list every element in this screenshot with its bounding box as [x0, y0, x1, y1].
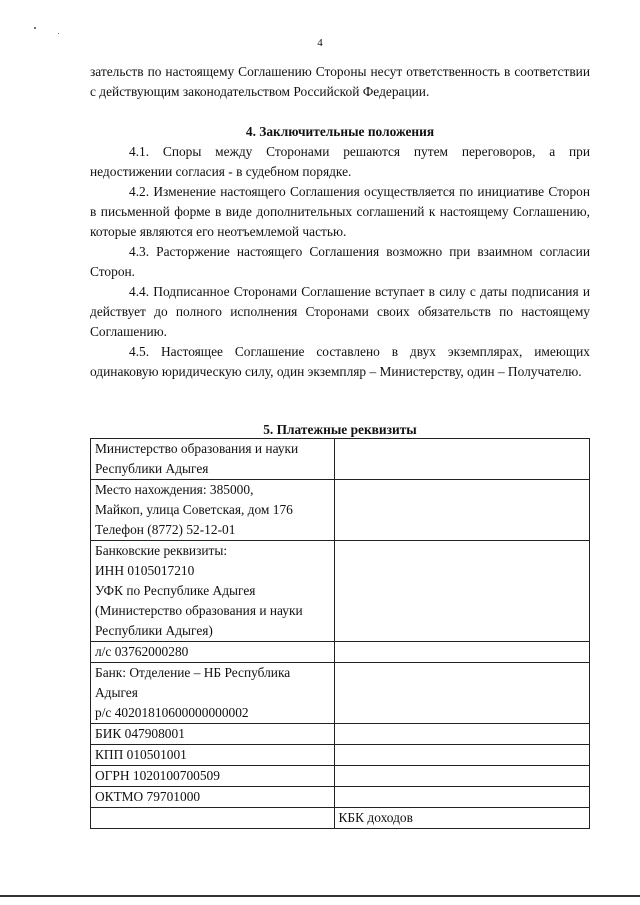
requisite-line: р/с 40201810600000000002: [95, 705, 249, 720]
requisite-cell: [91, 480, 335, 541]
requisite-value-cell: [334, 642, 590, 663]
requisite-line: УФК по Республике Адыгея: [95, 583, 256, 598]
requisite-line: Банковские реквизиты:: [95, 543, 228, 558]
requisite-value-cell: [334, 808, 590, 829]
requisite-value-cell: [334, 541, 590, 642]
requisite-value-cell: [334, 480, 590, 541]
requisite-line: ОКТМО 79701000: [95, 789, 201, 804]
requisite-line: Министерство образования и науки: [95, 441, 299, 456]
section-payment-details-title: [90, 420, 590, 440]
requisite-cell: [91, 766, 335, 787]
requisite-line: ОГРН 1020100700509: [95, 768, 220, 783]
table-row: [91, 724, 590, 745]
requisite-value-cell: [334, 787, 590, 808]
page-bottom-edge: [0, 895, 640, 897]
payment-details-body: [91, 439, 590, 829]
requisite-line: Республики Адыгея): [95, 623, 213, 638]
requisite-line: Место нахождения: 385000,: [95, 482, 254, 497]
clause-4-2: 4.2. Изменение настоящего Соглашения осуществляется по инициативе Сторон в письменной форме в виде дополнительных соглашений к настоящему Соглашению, которые являются его неотъемлемой частью.: [90, 184, 590, 239]
table-row: [91, 642, 590, 663]
page-number: 4: [317, 37, 323, 49]
requisite-line: Адыгея: [95, 685, 138, 700]
requisite-line: Банк: Отделение – НБ Республика: [95, 665, 291, 680]
intro-paragraph: зательств по настоящему Соглашению Стороны несут ответственность в соответствии с действующим законодательством Российской Федерации.: [90, 64, 590, 99]
clause-4-5: 4.5. Настоящее Соглашение составлено в двух экземплярах, имеющих одинаковую юридическую силу, один экземпляр – Министерству, один – Получателю.: [90, 344, 590, 379]
requisite-line: Республики Адыгея: [95, 461, 209, 476]
requisite-line: Телефон (8772) 52-12-01: [95, 522, 236, 537]
requisite-line: КПП 010501001: [95, 747, 187, 762]
requisite-line: (Министерство образования и науки: [95, 603, 303, 618]
section-final-provisions: [90, 122, 590, 382]
requisite-cell: [91, 724, 335, 745]
requisite-line: л/с 03762000280: [95, 644, 189, 659]
table-row: [91, 808, 590, 829]
requisite-cell: [91, 787, 335, 808]
requisite-value-cell: [334, 439, 590, 480]
requisite-value-cell: [334, 724, 590, 745]
requisite-cell: [91, 745, 335, 766]
intro-text: [90, 62, 590, 102]
table-row: [91, 663, 590, 724]
requisite-cell: [91, 439, 335, 480]
requisite-line: ИНН 0105017210: [95, 563, 195, 578]
requisite-cell: [91, 808, 335, 829]
clause-4-4: 4.4. Подписанное Сторонами Соглашение вступает в силу с даты подписания и действует до полного исполнения Сторонами своих обязательств по настоящему Соглашению.: [90, 284, 590, 339]
scan-speck: [34, 27, 36, 29]
table-row: [91, 541, 590, 642]
requisite-cell: [91, 642, 335, 663]
requisite-value-cell: [334, 766, 590, 787]
section-5-heading: 5. Платежные реквизиты: [263, 422, 417, 437]
clause-4-1: 4.1. Споры между Сторонами решаются путем переговоров, а при недостижении согласия - в судебном порядке.: [90, 144, 590, 179]
requisite-cell: [91, 541, 335, 642]
table-row: [91, 766, 590, 787]
table-row: [91, 480, 590, 541]
table-row: [91, 439, 590, 480]
table-row: [91, 745, 590, 766]
payment-details-table: [90, 438, 590, 829]
table-row: [91, 787, 590, 808]
requisite-line: БИК 047908001: [95, 726, 185, 741]
requisite-value-cell: [334, 663, 590, 724]
requisite-value-cell: [334, 745, 590, 766]
section-4-heading: 4. Заключительные положения: [245, 124, 435, 139]
scan-speck: [58, 33, 59, 34]
clause-4-3: 4.3. Расторжение настоящего Соглашения возможно при взаимном согласии Сторон.: [90, 244, 590, 279]
requisite-cell: [91, 663, 335, 724]
requisite-line: Майкоп, улица Советская, дом 176: [95, 502, 293, 517]
requisite-line: КБК доходов: [338, 810, 413, 825]
